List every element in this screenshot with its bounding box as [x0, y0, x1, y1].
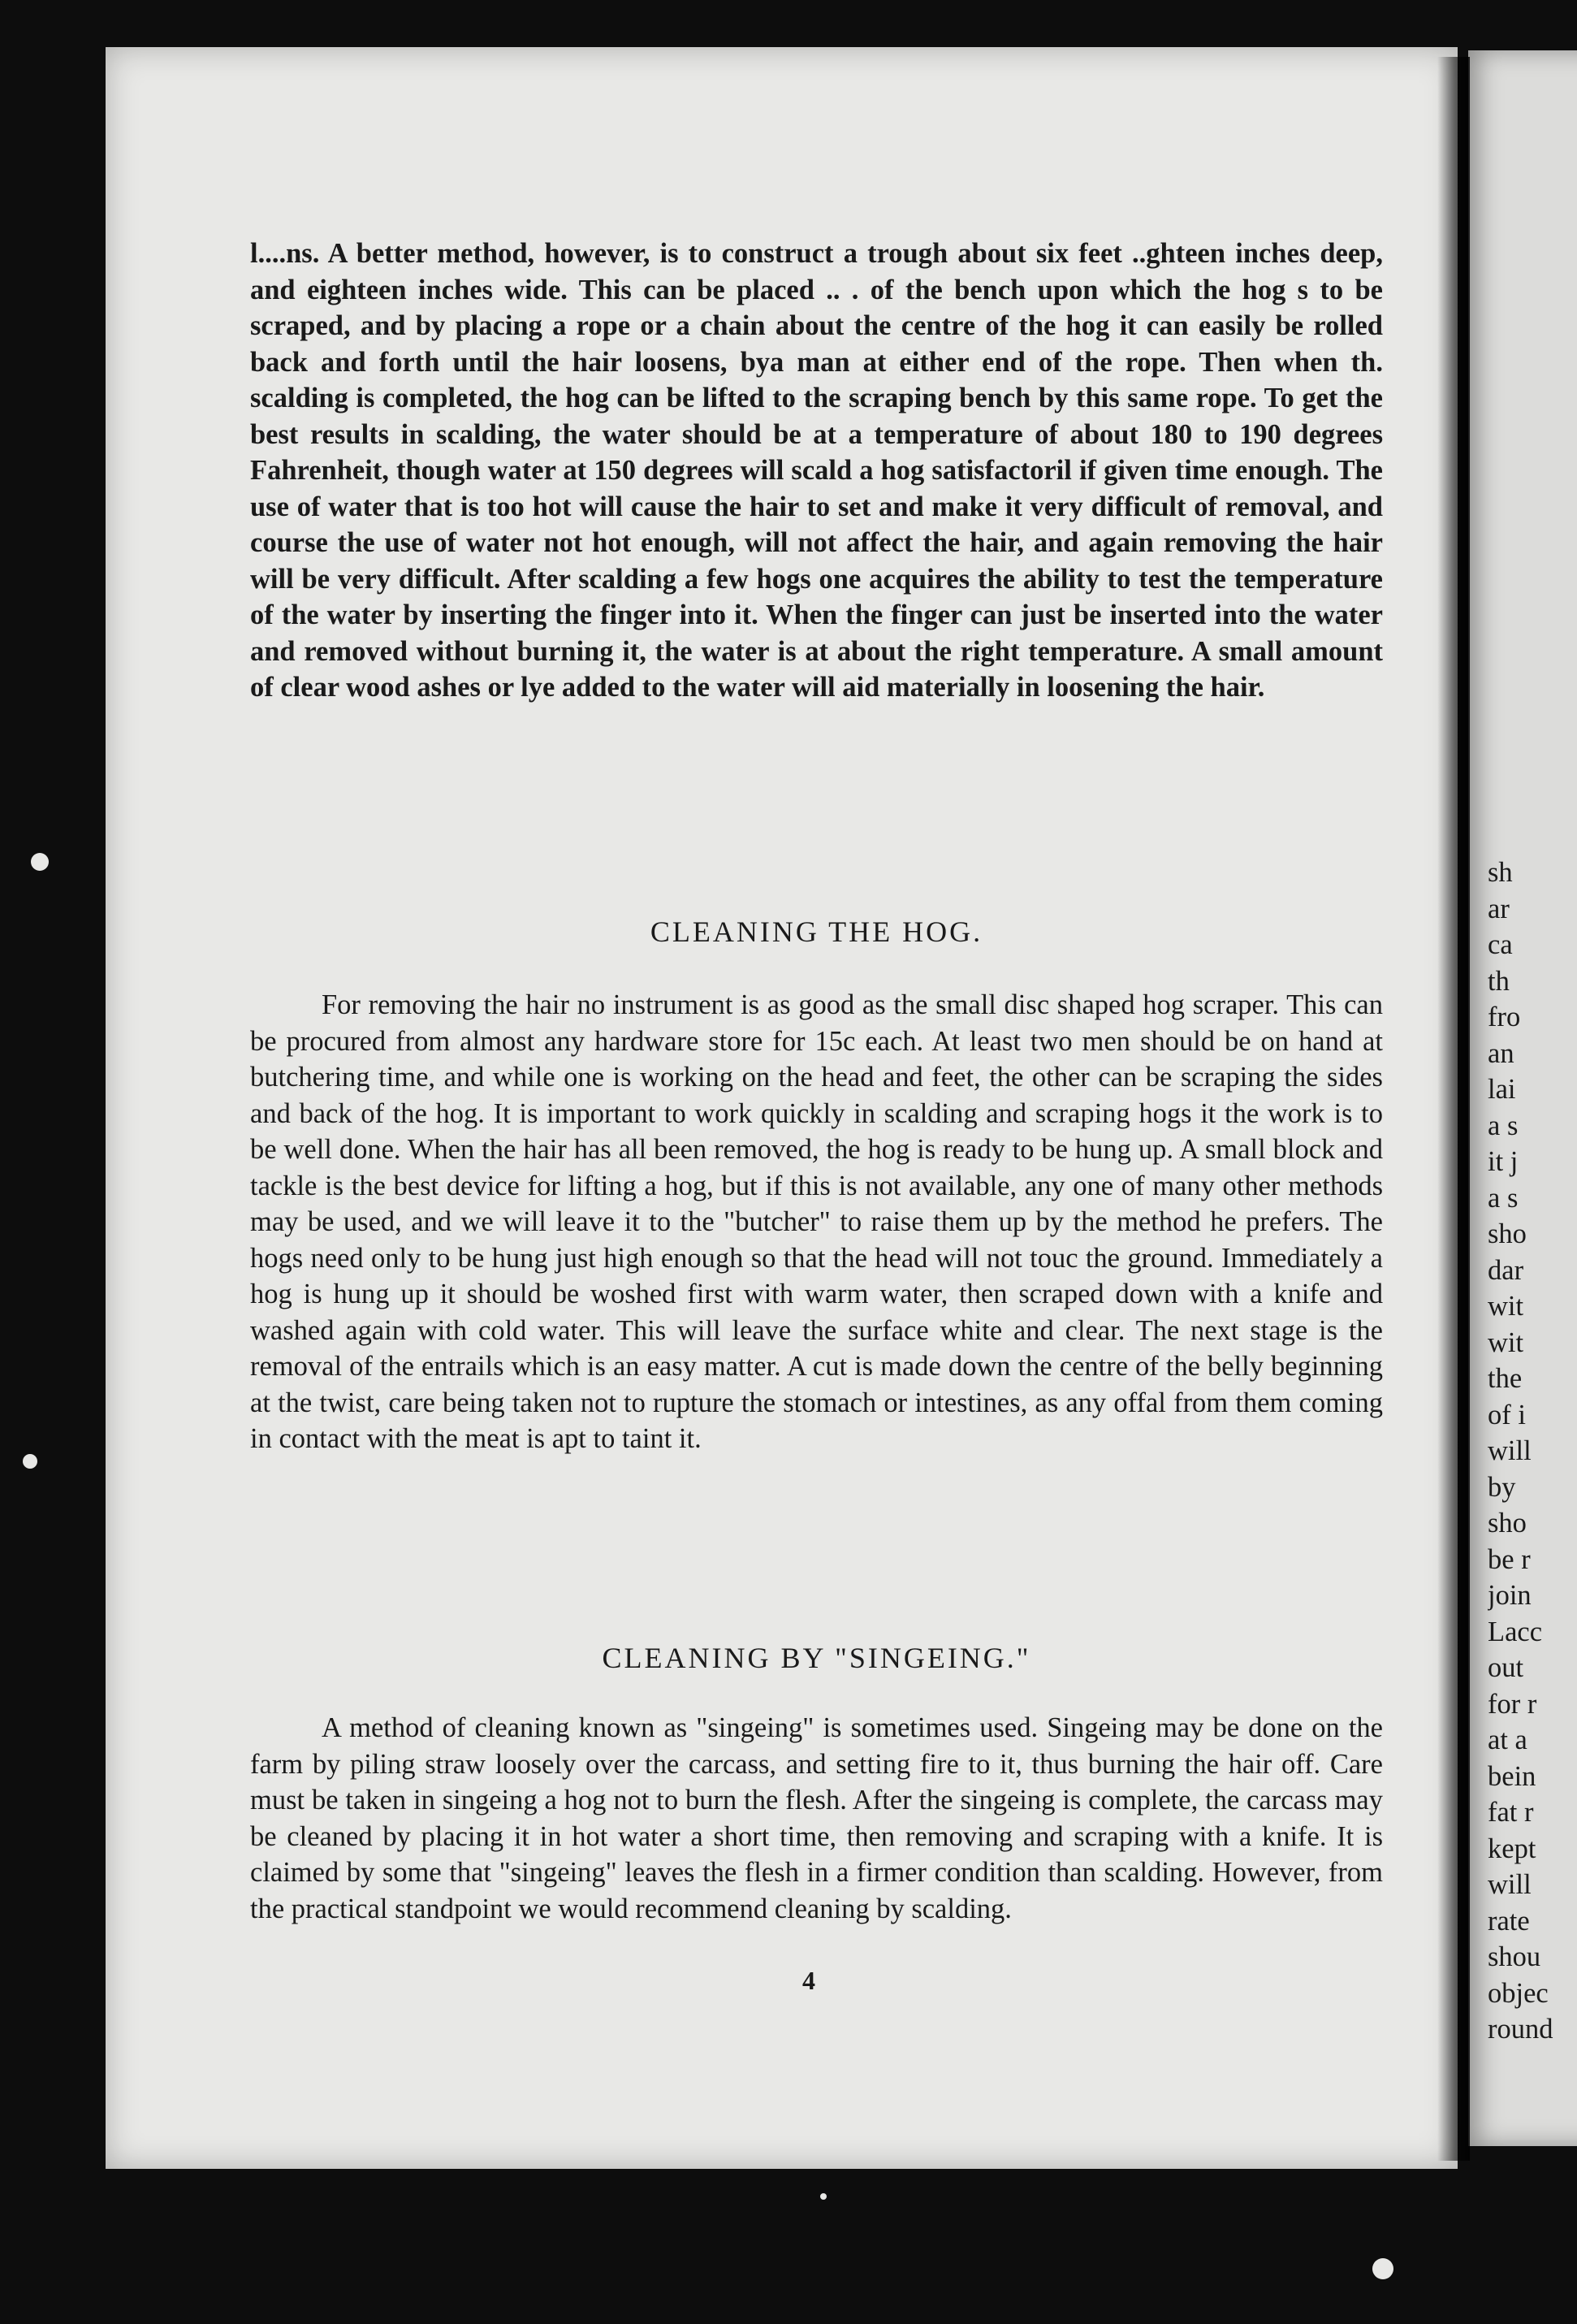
paragraph-cleaning-text: For removing the hair no instrument is as good as the small disc shaped hog scraper. This can be procured from almost any hardware store for 15c each. At least two men should be on hand at butchering time, and while one is working on the head and feet, the other can be scraping the sides and back of the hog. It is important to work quickly in scalding and scraping hogs it the work is to be well done. When the hair has all been removed, the hog is ready to be hung up. A small block and tackle is the best device for lifting a hog, but if this is not available, any one of many other methods may be used, and we will leave it to the "butcher" to raise them up by the method he prefers. The hogs need only to be hung just high enough so that the head will not touc the ground. Immediately a hog is hung up it should be woshed first with warm water, then scraped down with a knife and washed again with cold water. This will leave the surface white and clear. The next stage is the removal of the entrails which is an easy matter. A cut is made down the centre of the belly beginning at the twist, care being taken not to rupture the stomach or intestines, as any offal from them coming in contact with the meat is apt to taint it.: [250, 989, 1383, 1454]
paragraph-scalding: [250, 236, 1383, 706]
facing-page-fragment: it j: [1488, 1146, 1519, 1177]
facing-page-fragment: wit: [1488, 1326, 1524, 1358]
facing-page-fragment: sh: [1488, 857, 1513, 888]
facing-page-fragment: sho: [1488, 1508, 1527, 1539]
facing-page-fragment: round: [1488, 2014, 1553, 2045]
facing-page-fragment: th: [1488, 965, 1510, 997]
paragraph-cleaning: [250, 987, 1383, 1457]
facing-page-fragment: will: [1488, 1869, 1532, 1900]
facing-page-fragment: for r: [1488, 1688, 1537, 1720]
facing-page-fragment: will: [1488, 1435, 1532, 1466]
book-gutter: [1437, 57, 1470, 2161]
scan-speck: [23, 1454, 37, 1469]
facing-page-fragment: bein: [1488, 1760, 1536, 1792]
facing-page-fragment: lai: [1488, 1074, 1516, 1105]
paragraph-singeing: [250, 1710, 1383, 1927]
scan-speck: [31, 853, 49, 871]
facing-page-fragment: ar: [1488, 893, 1510, 924]
facing-page-fragment: of i: [1488, 1399, 1526, 1430]
facing-page-fragment: shou: [1488, 1941, 1541, 1972]
facing-page-fragment: Lacc: [1488, 1616, 1543, 1647]
facing-page-fragment: be r: [1488, 1543, 1531, 1575]
facing-page-fragment: ca: [1488, 929, 1513, 960]
scan-speck: [820, 2193, 827, 2200]
facing-page-fragment: fat r: [1488, 1797, 1534, 1828]
facing-page-fragment: by: [1488, 1471, 1516, 1503]
facing-page-fragment: wit: [1488, 1291, 1524, 1322]
facing-page-fragment: a s: [1488, 1110, 1519, 1141]
heading-cleaning-by-singeing: CLEANING BY "SINGEING.": [602, 1642, 1031, 1674]
facing-page-fragment: kept: [1488, 1833, 1536, 1864]
page-number: 4: [802, 1966, 815, 1995]
facing-page-fragment: rate: [1488, 1905, 1530, 1937]
facing-page-fragments: [1488, 855, 1577, 2048]
facing-page-fragment: dar: [1488, 1254, 1524, 1286]
scan-speck: [1372, 2258, 1393, 2279]
facing-page-fragment: fro: [1488, 1002, 1521, 1032]
heading-cleaning-the-hog: CLEANING THE HOG.: [650, 915, 983, 948]
facing-page-fragment: out: [1488, 1652, 1524, 1683]
facing-page-fragment: sho: [1488, 1218, 1527, 1249]
facing-page-fragment: a s: [1488, 1182, 1519, 1214]
paragraph-scalding-text: l....ns. A better method, however, is to construct a trough about six feet ..ghteen inches deep, and eighteen inches wide. This can be placed .. . of the bench upon which the hog s to be scraped, and by placing a rope or a chain about the centre of the hog it can easily be rolled back and forth until the hair loosens, bya man at either end of the rope. Then when th. scalding is completed, the hog can be lifted to the scraping bench by this same rope. To get the best results in scalding, the water should be at a temperature of about 180 to 190 degrees Fahrenheit, though water at 150 degrees will scald a hog satisfactoril if given time enough. The use of water that is too hot will cause the hair to set and make it very difficult of removal, and course the use of water not hot enough, will not affect the hair, and again removing the hair will be very difficult. After scalding a few hogs one acquires the ability to test the temperature of the water by inserting the finger into it. When the finger can just be inserted into the water and removed without burning it, the water is at about the right temperature. A small amount of clear wood ashes or lye added to the water will aid materially in loosening the hair.: [250, 238, 1383, 703]
facing-page-fragment: objec: [1488, 1977, 1549, 2009]
paragraph-singeing-text: A method of cleaning known as "singeing" is sometimes used. Singeing may be done on the farm by piling straw loosely over the carcass, and setting fire to it, thus burning the hair off. Care must be taken in singeing a hog not to burn the flesh. After the singeing is complete, the carcass may be cleaned by placing it in hot water a short time, then removing and scraping with a knife. It is claimed by some that "singeing" leaves the flesh in a firmer condition than scalding. However, from the practical standpoint we would recommend cleaning by scalding.: [250, 1712, 1383, 1924]
facing-page-fragment: at a: [1488, 1725, 1527, 1755]
facing-page-fragment: an: [1488, 1037, 1514, 1069]
facing-page-fragment: join: [1488, 1580, 1532, 1611]
facing-page-fragment: the: [1488, 1363, 1523, 1394]
